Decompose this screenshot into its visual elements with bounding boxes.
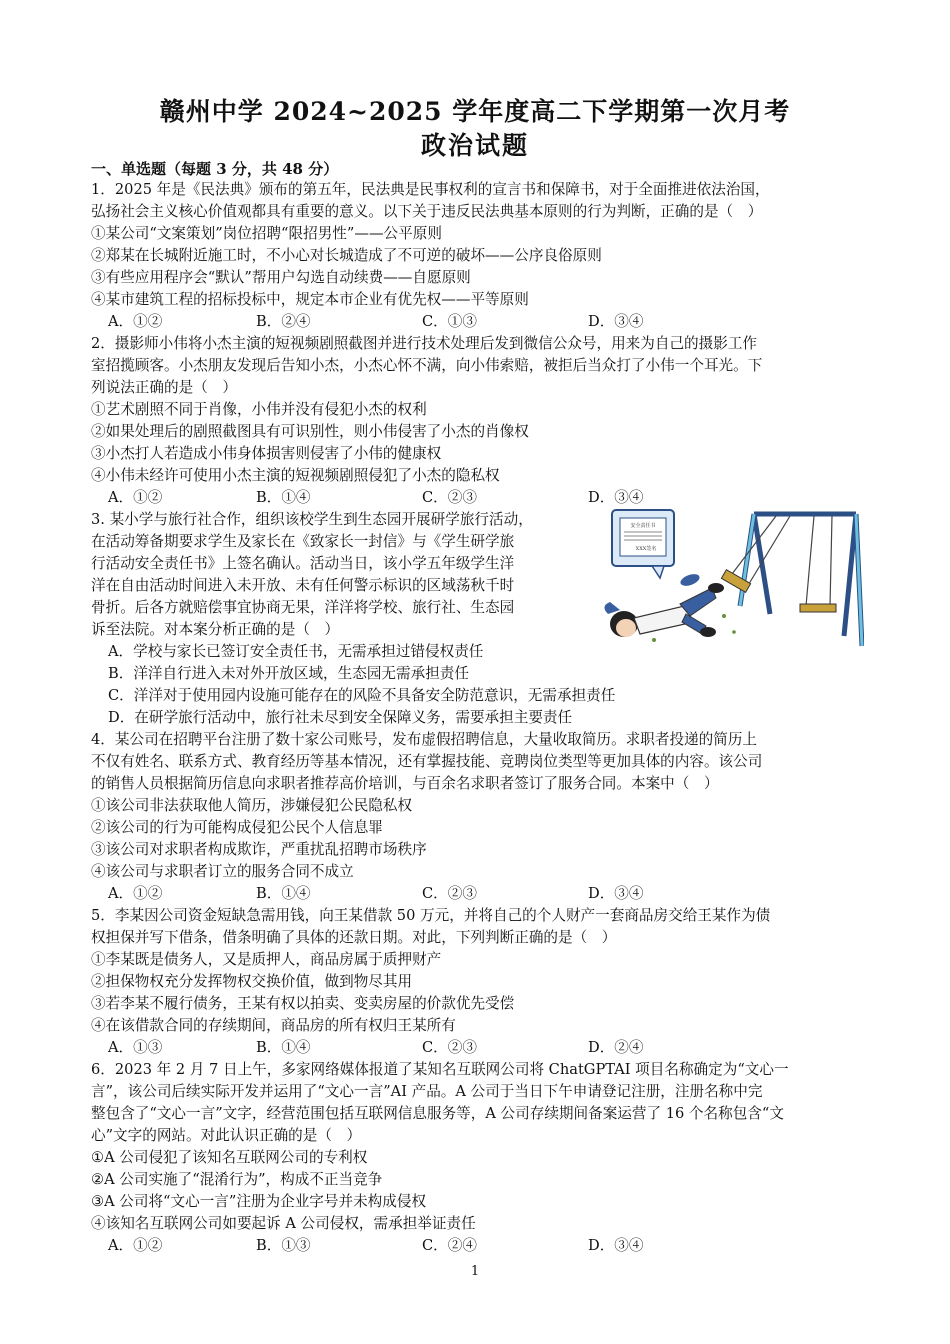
q1-options <box>108 312 668 332</box>
q5-item: ②担保物权充分发挥物权交换价值，做到物尽其用 <box>91 973 413 990</box>
q1-option-b[interactable]: B．②④ <box>256 313 311 330</box>
q6-options <box>108 1236 668 1256</box>
q3-stem-line: 在活动筹备期要求学生及家长在《致家长一封信》与《学生研学旅 <box>91 533 515 550</box>
q5-stem-line: 5．李某因公司资金短缺急需用钱，向王某借款 50 万元，并将自己的个人财产一套商品房交给王某作为债 <box>91 907 771 924</box>
q2-stem-line: 列说法正确的是（ ） <box>91 379 237 396</box>
q1-stem-line: 1．2025 年是《民法典》颁布的第五年，民法典是民事权利的宣言书和保障书，对于全面推进依法治国， <box>91 181 770 198</box>
q2-item: ①艺术剧照不同于肖像，小伟并没有侵犯小杰的权利 <box>91 401 427 418</box>
q5-stem-line: 权担保并写下借条，借条明确了具体的还款日期。对此，下列判断正确的是（ ） <box>91 929 617 946</box>
q3-stem-line: 骨折。后各方就赔偿事宜协商无果，洋洋将学校、旅行社、生态园 <box>91 599 515 616</box>
q5-item: ③若李某不履行债务，王某有权以拍卖、变卖房屋的价款优先受偿 <box>91 995 515 1012</box>
q3-stem-line: 3. 某小学与旅行社合作，组织该校学生到生态园开展研学旅行活动， <box>91 511 533 528</box>
responsibility-letter-icon <box>612 510 674 578</box>
q4-item: ④该公司与求职者订立的服务合同不成立 <box>91 863 354 880</box>
q4-option-c[interactable]: C．②③ <box>422 885 477 902</box>
q4-item: ③该公司对求职者构成欺诈，严重扰乱招聘市场秩序 <box>91 841 427 858</box>
q6-stem-line: 心”文字的网站。对此认识正确的是（ ） <box>91 1127 362 1144</box>
q2-option-a[interactable]: A．①② <box>108 489 163 506</box>
q4-stem-line: 的销售人员根据简历信息向求职者推荐高价培训，与百余名求职者签订了服务合同。本案中（ ） <box>91 775 719 792</box>
q6-stem-line: 整包含了“文心一言”文字，经营范围包括互联网信息服务等，A 公司存续期间备案运营了 16 个名称包含“文 <box>91 1105 784 1122</box>
q2-option-d[interactable]: D．③④ <box>588 489 644 506</box>
q3-option-c[interactable]: C．洋洋对于使用园内设施可能存在的风险不具备安全防范意识，无需承担责任 <box>108 687 616 704</box>
q3-stem-line: 行活动安全责任书》上签名确认。活动当日，该小学五年级学生洋 <box>91 555 515 572</box>
q3-option-d[interactable]: D．在研学旅行活动中，旅行社未尽到安全保障义务，需要承担主要责任 <box>108 709 573 726</box>
swing-set-icon <box>740 514 862 646</box>
q4-item: ①该公司非法获取他人简历，涉嫌侵犯公民隐私权 <box>91 797 413 814</box>
q2-option-c[interactable]: C．②③ <box>422 489 477 506</box>
q2-item: ②如果处理后的剧照截图具有可识别性，则小伟侵害了小杰的肖像权 <box>91 423 529 440</box>
q6-option-d[interactable]: D．③④ <box>588 1237 644 1254</box>
q4-option-d[interactable]: D．③④ <box>588 885 644 902</box>
exam-title: 赣州中学 2024~2025 学年度高二下学期第一次月考 <box>159 97 791 126</box>
q4-stem-line: 4．某公司在招聘平台注册了数十家公司账号，发布虚假招聘信息，大量收取简历。求职者投递的简历上 <box>91 731 758 748</box>
q2-stem-line: 2．摄影师小伟将小杰主演的短视频剧照截图并进行技术处理后发到微信公众号，用来为自己的摄影工作 <box>91 335 758 352</box>
svg-text:XXX签名: XXX签名 <box>635 546 657 552</box>
q2-stem-line: 室招揽顾客。小杰朋友发现后告知小杰，小杰心怀不满，向小伟索赔，被拒后当众打了小伟一个耳光。下 <box>91 357 763 374</box>
q4-options <box>108 884 668 904</box>
q5-item: ①李某既是债务人，又是质押人，商品房属于质押财产 <box>91 951 442 968</box>
q6-item: ④该知名互联网公司如要起诉 A 公司侵权，需承担举证责任 <box>91 1215 476 1232</box>
q2-options <box>108 488 668 508</box>
q4-option-a[interactable]: A．①② <box>108 885 163 902</box>
q2-item: ③小杰打人若造成小伟身体损害则侵害了小伟的健康权 <box>91 445 442 462</box>
q3-stem-line: 诉至法院。对本案分析正确的是（ ） <box>91 621 340 638</box>
q5-option-d[interactable]: D．②④ <box>588 1039 644 1056</box>
q3-option-a[interactable]: A．学校与家长已签订安全责任书，无需承担过错侵权责任 <box>108 643 484 660</box>
q6-option-c[interactable]: C．②④ <box>422 1237 477 1254</box>
q1-option-a[interactable]: A．①② <box>108 313 163 330</box>
q6-option-b[interactable]: B．①③ <box>256 1237 311 1254</box>
q1-item: ①某公司“文案策划”岗位招聘“限招男性”——公平原则 <box>91 225 442 242</box>
q3-stem-line: 洋在自由活动时间进入未开放、未有任何警示标识的区域荡秋千时 <box>91 577 515 594</box>
svg-text:安全责任书: 安全责任书 <box>630 523 656 529</box>
q2-option-b[interactable]: B．①④ <box>256 489 311 506</box>
swing-accident-illustration <box>594 506 864 654</box>
page-number: 1 <box>470 1264 480 1279</box>
q1-item: ②郑某在长城附近施工时，不小心对长城造成了不可逆的破坏——公序良俗原则 <box>91 247 602 264</box>
q4-item: ②该公司的行为可能构成侵犯公民个人信息罪 <box>91 819 383 836</box>
q6-item: ③A 公司将“文心一言”注册为企业字号并未构成侵权 <box>91 1193 427 1210</box>
q5-option-a[interactable]: A．①③ <box>108 1039 163 1056</box>
q1-option-d[interactable]: D．③④ <box>588 313 644 330</box>
q2-item: ④小伟未经许可使用小杰主演的短视频剧照侵犯了小杰的隐私权 <box>91 467 500 484</box>
q1-option-c[interactable]: C．①③ <box>422 313 477 330</box>
q4-option-b[interactable]: B．①④ <box>256 885 311 902</box>
q5-option-c[interactable]: C．②③ <box>422 1039 477 1056</box>
q1-stem-line: 弘扬社会主义核心价值观都具有重要的意义。以下关于违反民法典基本原则的行为判断，正确的是（ ） <box>91 203 763 220</box>
q6-item: ②A 公司实施了“混淆行为”，构成不正当竞争 <box>91 1171 383 1188</box>
q5-options <box>108 1038 668 1058</box>
exam-subtitle: 政治试题 <box>420 131 529 160</box>
q6-item: ①A 公司侵犯了该知名互联网公司的专利权 <box>91 1149 368 1166</box>
q5-option-b[interactable]: B．①④ <box>256 1039 311 1056</box>
q3-option-b[interactable]: B．洋洋自行进入未对外开放区域，生态园无需承担责任 <box>108 665 469 682</box>
q4-stem-line: 不仅有姓名、联系方式、教育经历等基本情况，还有掌握技能、竞聘岗位类型等更加具体的内容。该公司 <box>91 753 763 770</box>
q6-option-a[interactable]: A．①② <box>108 1237 163 1254</box>
section-heading: 一、单选题（每题 3 分，共 48 分） <box>91 160 339 178</box>
q1-item: ④某市建筑工程的招标投标中，规定本市企业有优先权——平等原则 <box>91 291 529 308</box>
fallen-child-figure <box>604 572 724 637</box>
q6-stem-line: 6．2023 年 2 月 7 日上午，多家网络媒体报道了某知名互联网公司将 ChatGPTAI 项目名称确定为“文心一 <box>91 1061 789 1078</box>
q6-stem-line: 言”，该公司后续实际开发并运用了“文心一言”AI 产品。A 公司于当日下午申请登记注册，注册名称中完 <box>91 1083 763 1100</box>
q5-item: ④在该借款合同的存续期间，商品房的所有权归王某所有 <box>91 1017 456 1034</box>
q1-item: ③有些应用程序会“默认”帮用户勾选自动续费——自愿原则 <box>91 269 471 286</box>
